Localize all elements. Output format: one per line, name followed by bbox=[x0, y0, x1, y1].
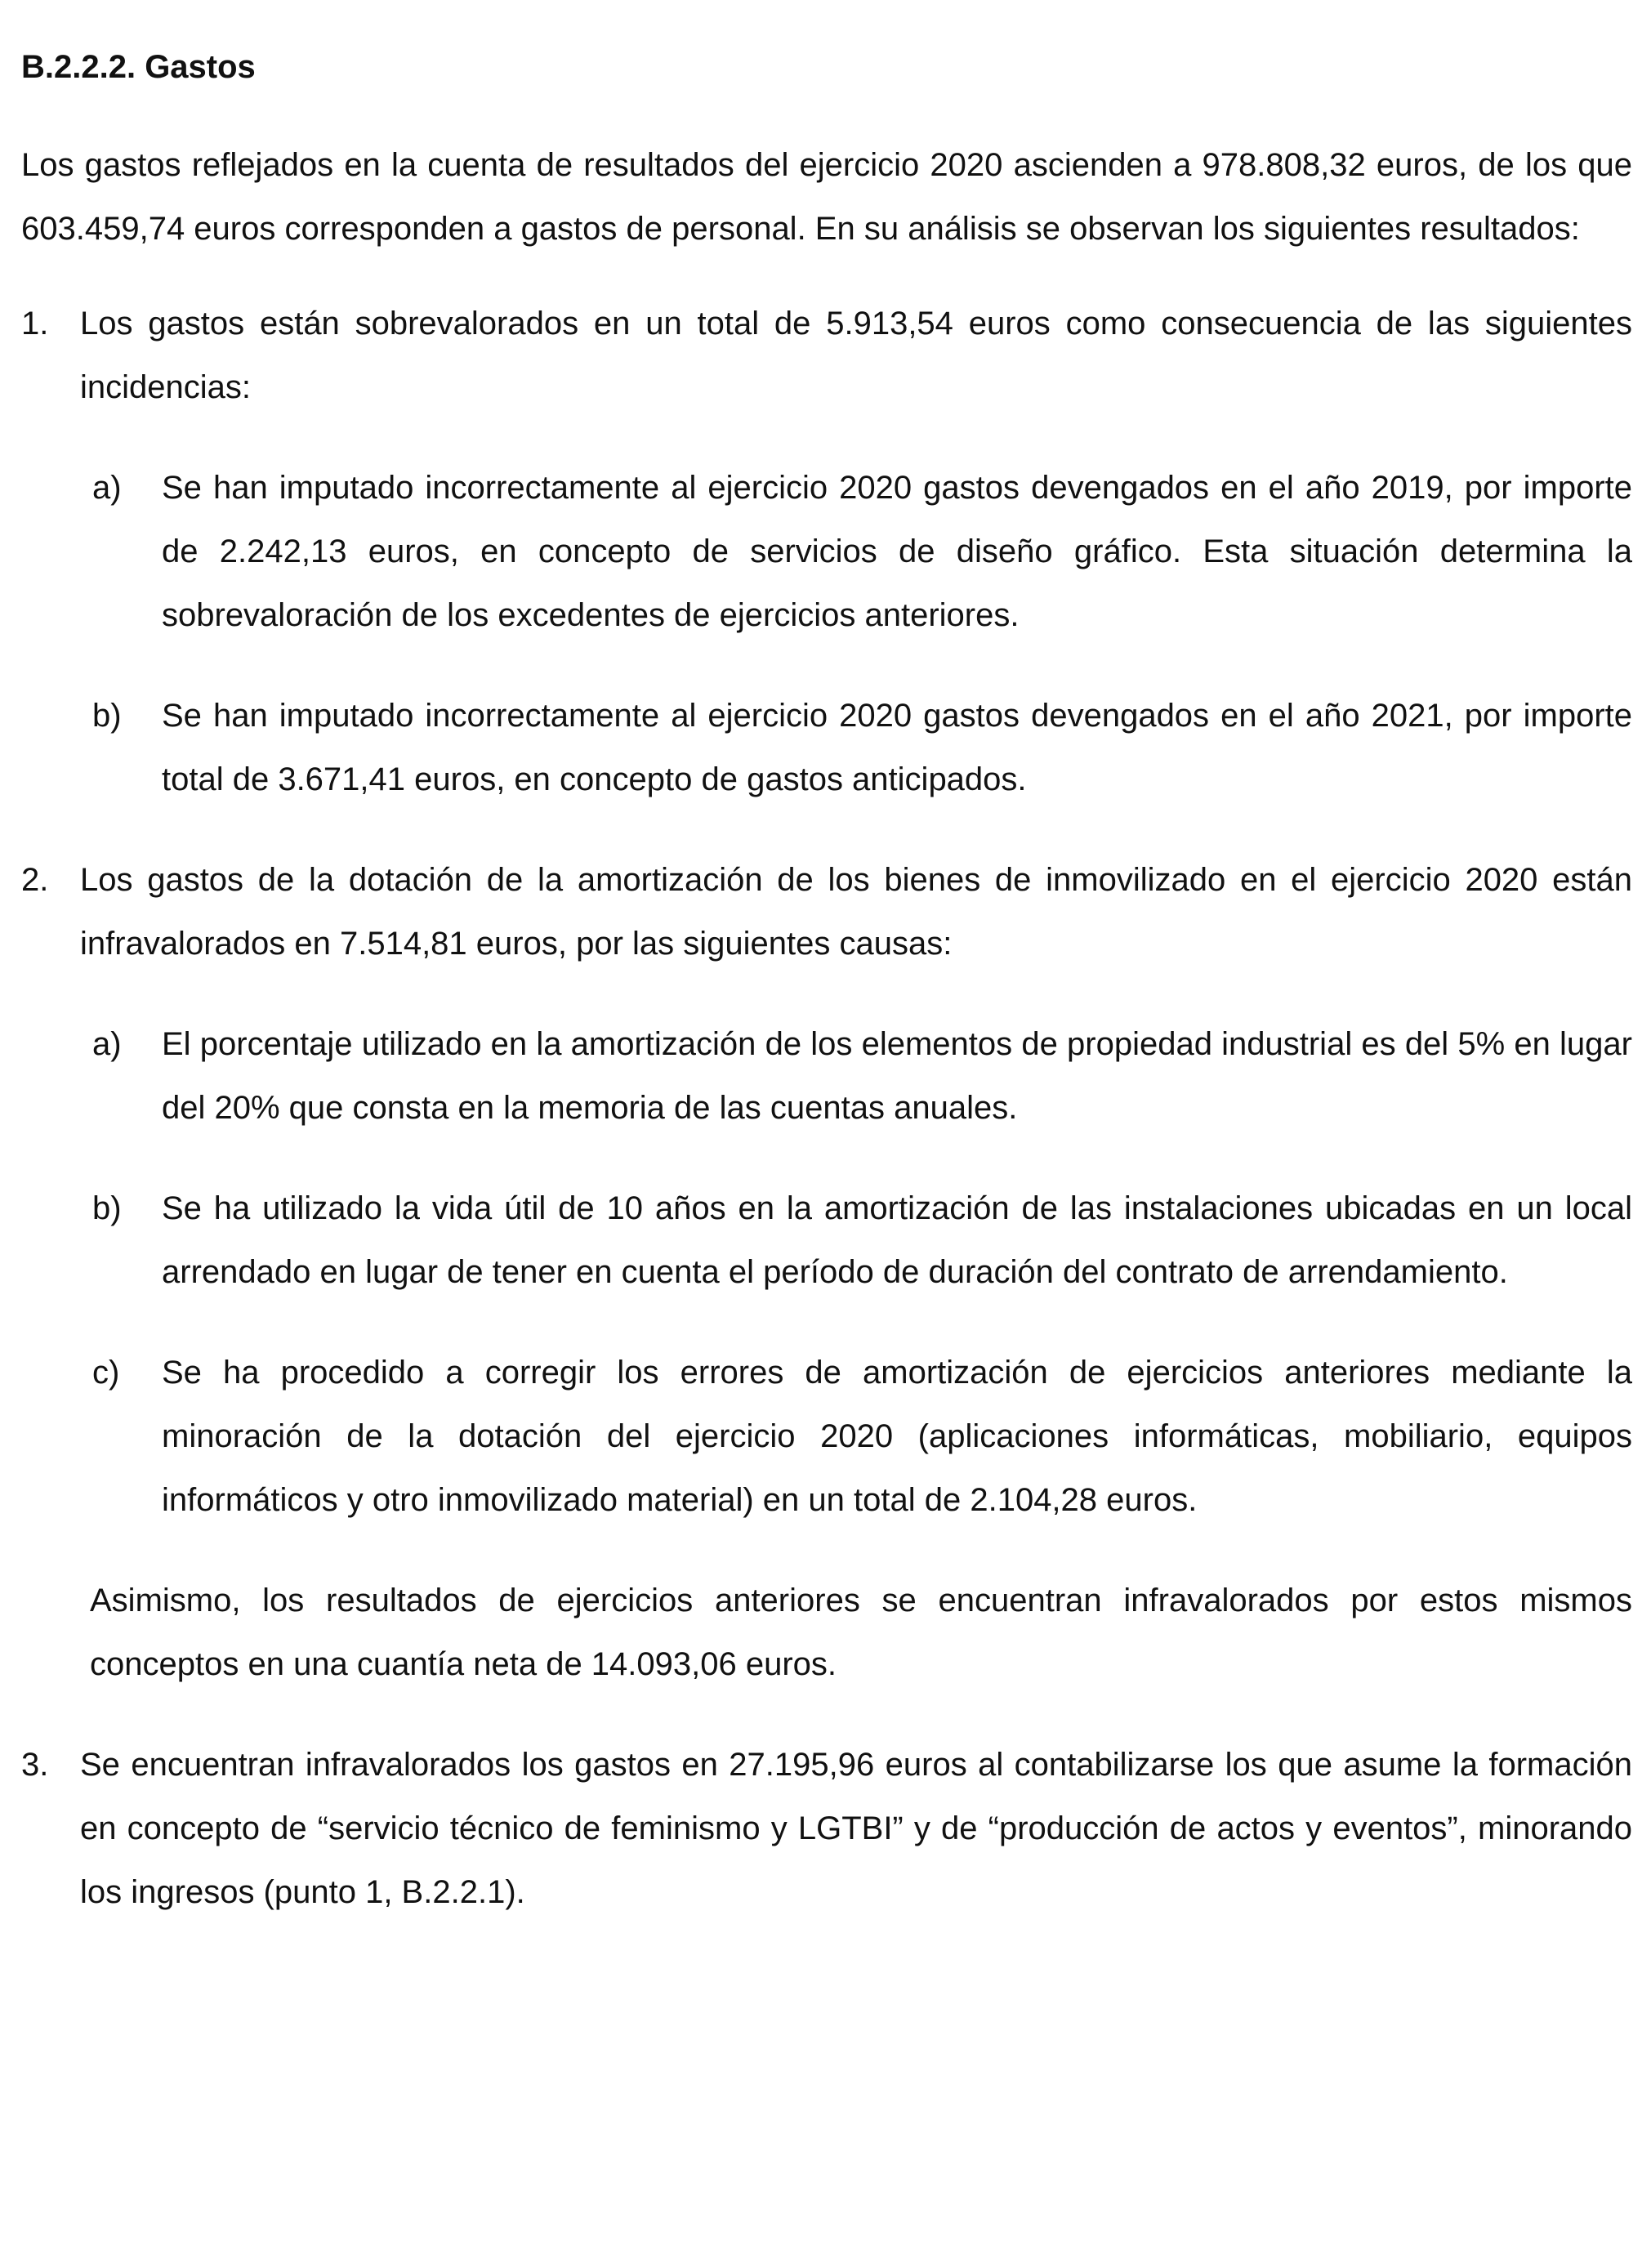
sub-item-marker: a) bbox=[92, 470, 122, 506]
sub-item-text: Se ha procedido a corregir los errores de amortización de ejercicios anteriores mediante la minoración de la dotación del ejercicio 2020 (aplicaciones informáticas, mobiliario, equipos informáticos y otro inmovilizado material) en un total de 2.104,28 euros. bbox=[162, 1355, 1632, 1518]
list-item-text: Los gastos de la dotación de la amortización de los bienes de inmovilizado en el ejercicio 2020 están infravalorados en 7.514,81 euros, por las siguientes causas: bbox=[80, 862, 1632, 962]
section-heading: B.2.2.2. Gastos bbox=[21, 49, 256, 85]
sub-item-2b bbox=[80, 1176, 1632, 1304]
list-item-1 bbox=[21, 292, 1632, 811]
sub-item-text: Se han imputado incorrectamente al ejercicio 2020 gastos devengados en el año 2019, por importe de 2.242,13 euros, en concepto de servicios de diseño gráfico. Esta situación determina la sobrevaloración de los excedentes de ejercicios anteriores. bbox=[162, 470, 1632, 633]
intro-paragraph: Los gastos reflejados en la cuenta de resultados del ejercicio 2020 ascienden a 978.808,32 euros, de los que 603.459,74 euros corresponden a gastos de personal. En su análisis se observan los siguientes resultados: bbox=[21, 147, 1632, 247]
sub-item-text: Se ha utilizado la vida útil de 10 años en la amortización de las instalaciones ubicadas en un local arrendado en lugar de tener en cuenta el período de duración del contrato de arrendamiento. bbox=[162, 1190, 1632, 1290]
sub-item-text: El porcentaje utilizado en la amortización de los elementos de propiedad industrial es del 5% en lugar del 20% que consta en la memoria de las cuentas anuales. bbox=[162, 1026, 1632, 1126]
sub-item-marker: b) bbox=[92, 698, 122, 734]
sub-item-1b bbox=[80, 684, 1632, 811]
sub-item-1a bbox=[80, 456, 1632, 647]
sub-item-2a bbox=[80, 1012, 1632, 1140]
item-2-note: Asimismo, los resultados de ejercicios anteriores se encuentran infravalorados por estos mismos conceptos en una cuantía neta de 14.093,06 euros. bbox=[90, 1583, 1632, 1682]
sub-item-marker: b) bbox=[92, 1190, 122, 1226]
sub-item-marker: a) bbox=[92, 1026, 122, 1062]
list-item-text: Los gastos están sobrevalorados en un total de 5.913,54 euros como consecuencia de las siguientes incidencias: bbox=[80, 306, 1632, 405]
sub-item-marker: c) bbox=[92, 1355, 120, 1391]
list-item-text: Se encuentran infravalorados los gastos en 27.195,96 euros al contabilizarse los que asume la formación en concepto de “servicio técnico de feminismo y LGTBI” y de “producción de actos y eventos”, minorando los ingresos (punto 1, B.2.2.1). bbox=[80, 1747, 1632, 1910]
list-marker: 2. bbox=[21, 862, 49, 898]
list-item-2 bbox=[21, 848, 1632, 1696]
document-page bbox=[21, 46, 1632, 1961]
list-item-3 bbox=[21, 1733, 1632, 1924]
sub-item-2c bbox=[80, 1341, 1632, 1532]
list-marker: 3. bbox=[21, 1747, 49, 1783]
list-marker: 1. bbox=[21, 306, 49, 342]
sub-item-text: Se han imputado incorrectamente al ejercicio 2020 gastos devengados en el año 2021, por importe total de 3.671,41 euros, en concepto de gastos anticipados. bbox=[162, 698, 1632, 797]
